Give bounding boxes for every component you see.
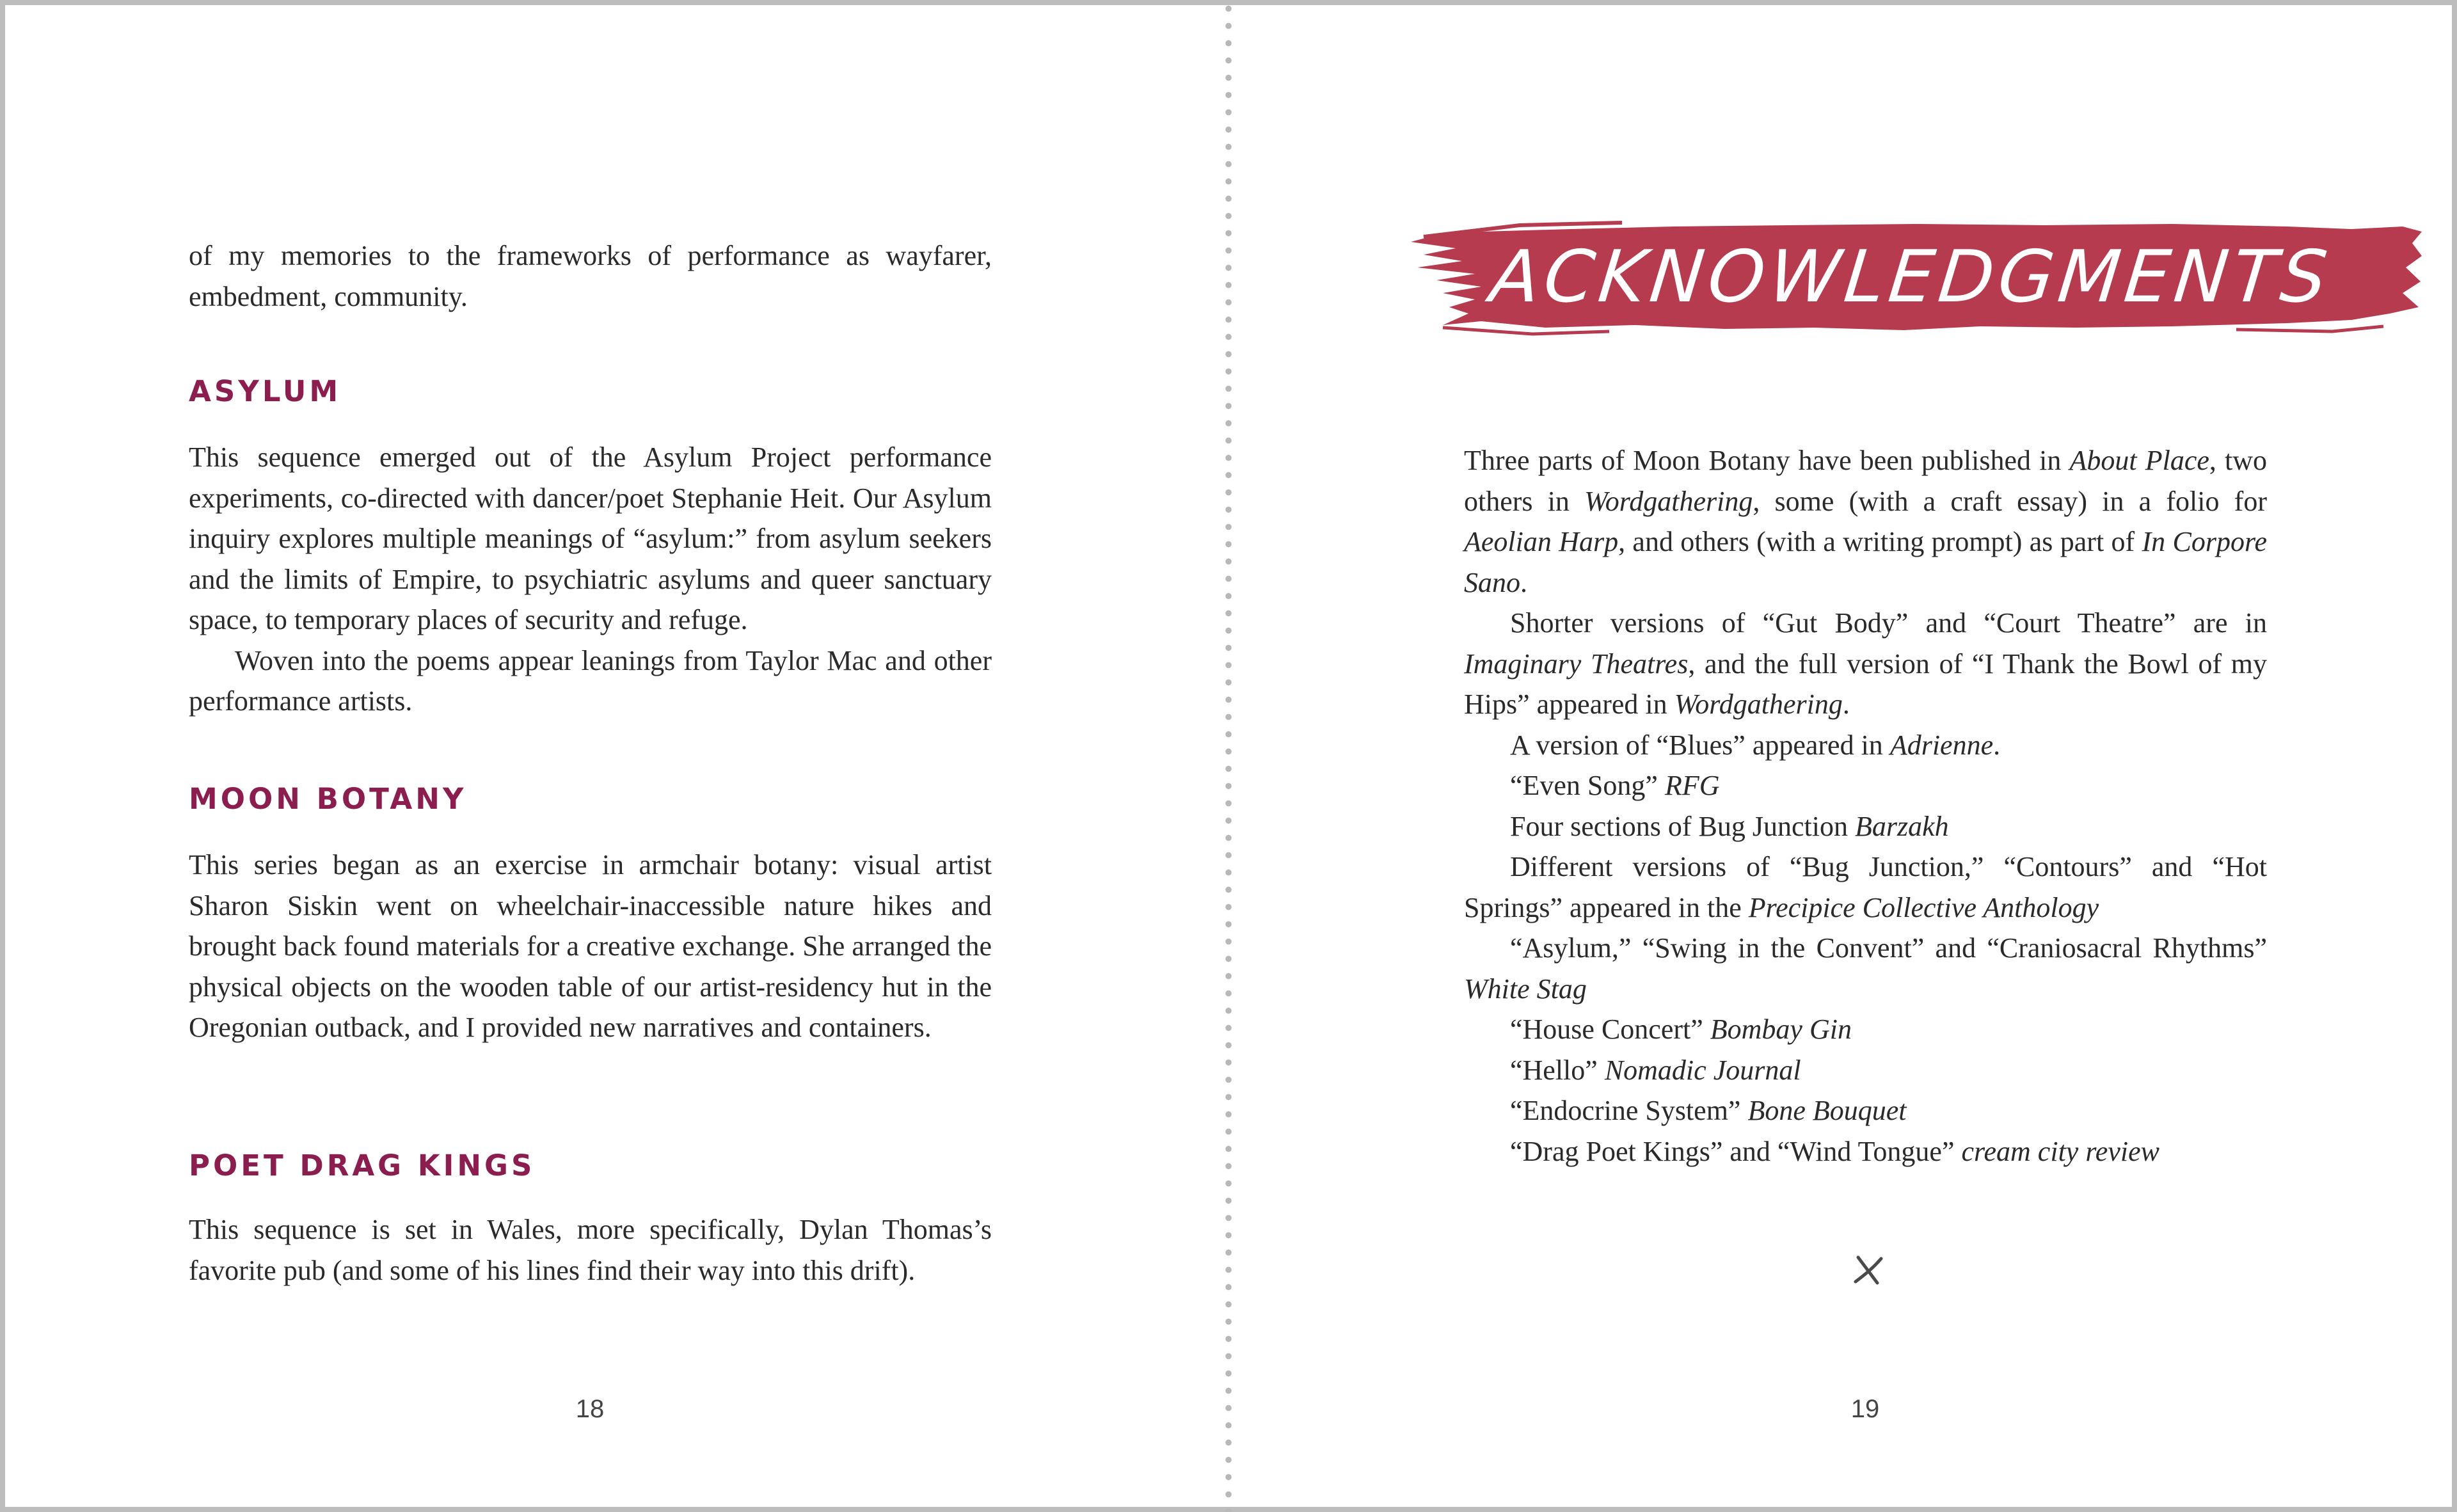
ack-paragraph-4: “Even Song” RFG [1510, 770, 1720, 801]
ack-paragraph-10: “Endocrine System” Bone Bouquet [1510, 1095, 1907, 1126]
x-mark-icon [1849, 1251, 1888, 1289]
asylum-paragraph-1: This sequence emerged out of the Asylum Project performance experiments, co-directed with dancer/poet Stephanie Heit. Our Asylum inquiry explores multiple meanings of “asylum:” from asylum seekers and the limits of Empire, to psychiatric asylums and queer sanctuary space, to temporary places of security and refuge. [189, 442, 992, 635]
section-heading-moon-botany: MOON BOTANY [189, 782, 467, 816]
acknowledgments-body [1464, 440, 2267, 1172]
left-page [189, 0, 992, 1512]
asylum-section-body [189, 437, 992, 722]
intro-paragraph-block [189, 235, 992, 317]
acknowledgments-title: ACKNOWLEDGMENTS [1486, 235, 2335, 319]
ack-paragraph-11: “Drag Poet Kings” and “Wind Tongue” cream city review [1510, 1135, 2159, 1167]
asylum-paragraph-2: Woven into the poems appear leanings from Taylor Mac and other performance artists. [189, 644, 992, 717]
ack-paragraph-9: “Hello” Nomadic Journal [1510, 1054, 1801, 1086]
moon-botany-paragraph: This series began as an exercise in armchair botany: visual artist Sharon Siskin went on wheelchair-inaccessible nature hikes and brought back found materials for a creative exchange. She arranged the physical objects on the wooden table of our artist-residency hut in the Oregonian outback, and I provided new narratives and containers. [189, 849, 992, 1043]
ack-paragraph-7: “Asylum,” “Swing in the Convent” and “Craniosacral Rhythms” White Stag [1464, 932, 2267, 1005]
ack-paragraph-6: Different versions of “Bug Junction,” “Contours” and “Hot Springs” appeared in the Precipice Collective Anthology [1464, 851, 2267, 923]
book-gutter-dotted-line [1225, 0, 1232, 1512]
ack-paragraph-1: Three parts of Moon Botany have been published in About Place, two others in Wordgathering, some (with a craft essay) in a folio for Aeolian Harp, and others (with a writing prompt) as part of In Corpore Sano. [1464, 445, 2268, 598]
intro-paragraph: of my memories to the frameworks of performance as wayfarer, embedment, community. [189, 240, 992, 312]
ack-paragraph-2: Shorter versions of “Gut Body” and “Court Theatre” are in Imaginary Theatres, and the full version of “I Thank the Bowl of my Hips” appeared in Wordgathering. [1464, 607, 2268, 720]
section-heading-poet-drag-kings: POET DRAG KINGS [189, 1149, 536, 1182]
moon-botany-section-body [189, 845, 992, 1048]
page-number-left: 18 [575, 1395, 605, 1423]
poet-drag-kings-paragraph: This sequence is set in Wales, more specifically, Dylan Thomas’s favorite pub (and some of his lines find their way into this drift). [189, 1214, 992, 1286]
page-number-right: 19 [1850, 1395, 1880, 1423]
ack-paragraph-5: Four sections of Bug Junction Barzakh [1510, 810, 1949, 842]
poet-drag-kings-section-body [189, 1209, 992, 1291]
ack-paragraph-8: “House Concert” Bombay Gin [1510, 1014, 1852, 1045]
section-heading-asylum: ASYLUM [189, 374, 342, 408]
ack-paragraph-3: A version of “Blues” appeared in Adrienne. [1510, 729, 2001, 761]
